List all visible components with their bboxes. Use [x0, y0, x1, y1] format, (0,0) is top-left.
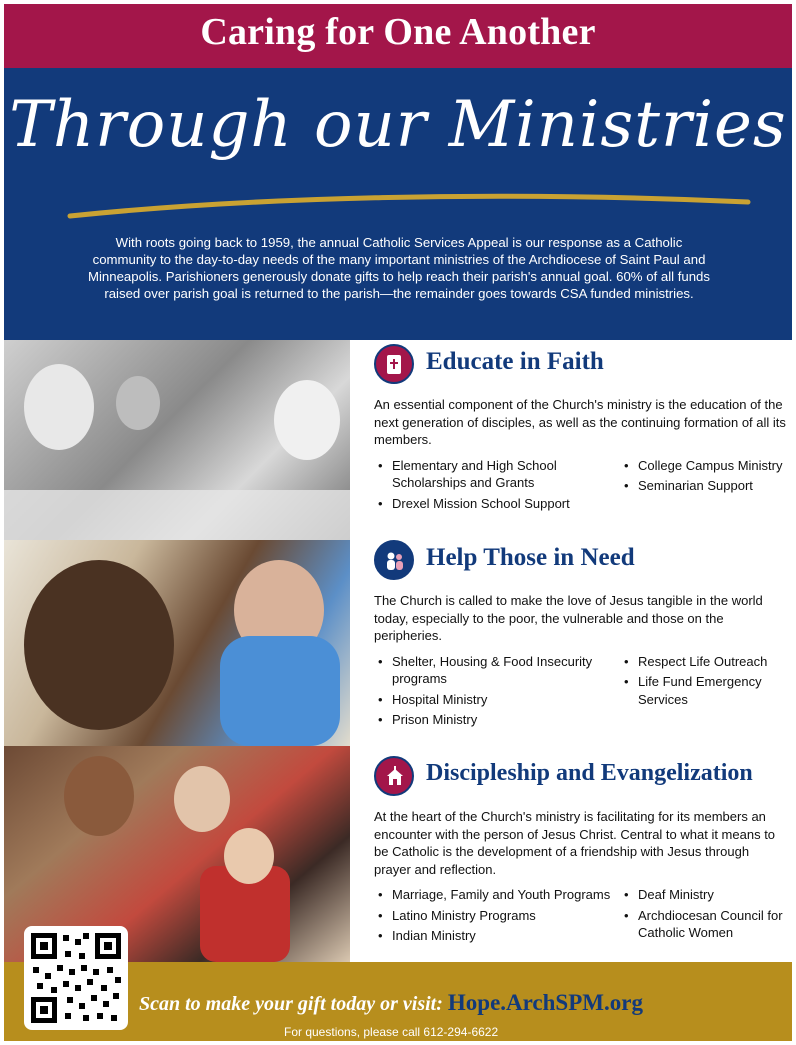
phone-line: For questions, please call 612-294-6622 — [284, 1025, 499, 1039]
gold-swoosh-decoration — [64, 184, 754, 224]
section-help-those-in-need — [374, 540, 786, 733]
qr-code[interactable] — [24, 926, 128, 1030]
bible-icon — [374, 344, 414, 384]
list-item: • Life Fund Emergency Services — [620, 673, 790, 708]
section-text: The Church is called to make the love of Jesus tangible in the world today, especially to the poor, the vulnerable and those on the peripheries. — [374, 593, 763, 643]
church-icon — [374, 756, 414, 796]
flyer-page — [4, 4, 792, 1041]
list-item: • Hospital Ministry — [374, 691, 614, 709]
list-item: • Deaf Ministry — [620, 886, 790, 904]
list-item: • Prison Ministry — [374, 711, 614, 729]
list-item: • Elementary and High School Scholarships and Grants — [374, 457, 614, 492]
family-icon — [374, 540, 414, 580]
photo-woman-holding-baby — [4, 540, 350, 746]
section-educate-in-faith — [374, 344, 786, 523]
section-text: At the heart of the Church's ministry is facilitating for its members an encounter with the person of Jesus Christ. Central to what it means to be Catholic is the development of a friendship with Jesus through prayer and reflection. — [374, 809, 776, 877]
list-item: • Respect Life Outreach — [620, 653, 790, 671]
photo-children-classroom — [4, 340, 350, 540]
list-item: • Indian Ministry — [374, 927, 614, 945]
list-item: • Drexel Mission School Support — [374, 495, 614, 513]
section-title: Discipleship and Evangelization — [426, 760, 753, 786]
section-text: An essential component of the Church's ministry is the education of the next generation of disciples, as well as the continuing formation of all its members. — [374, 397, 786, 447]
section-title: Educate in Faith — [426, 348, 604, 375]
donation-url-link[interactable]: Hope.ArchSPM.org — [447, 990, 643, 1015]
footer-cta-text: Scan to make your gift today or visit: — [139, 993, 443, 1015]
intro-paragraph: With roots going back to 1959, the annual Catholic Services Appeal is our response as a Catholic community to the day-to-day needs of the many important ministries of the Archdiocese of Saint Paul and Minneapolis. Parishioners generously donate gifts to help reach their parish's annual goal. 60% of all funds raised over parish goal is returned to the parish—the remainder goes towards CSA funded ministries. — [88, 235, 710, 301]
section-title: Help Those in Need — [426, 544, 635, 571]
list-item: • Archdiocesan Council for Catholic Women — [620, 907, 790, 942]
list-item: • Latino Ministry Programs — [374, 907, 614, 925]
script-title: Through our Ministries — [9, 88, 787, 162]
list-item: • Marriage, Family and Youth Programs — [374, 886, 614, 904]
list-item: • Seminarian Support — [620, 477, 790, 495]
list-item: • Shelter, Housing & Food Insecurity programs — [374, 653, 614, 688]
section-discipleship-and-evangelization — [374, 756, 786, 966]
list-item: • College Campus Ministry — [620, 457, 790, 475]
top-title: Caring for One Another — [200, 11, 596, 53]
footer-cta — [139, 990, 759, 1016]
